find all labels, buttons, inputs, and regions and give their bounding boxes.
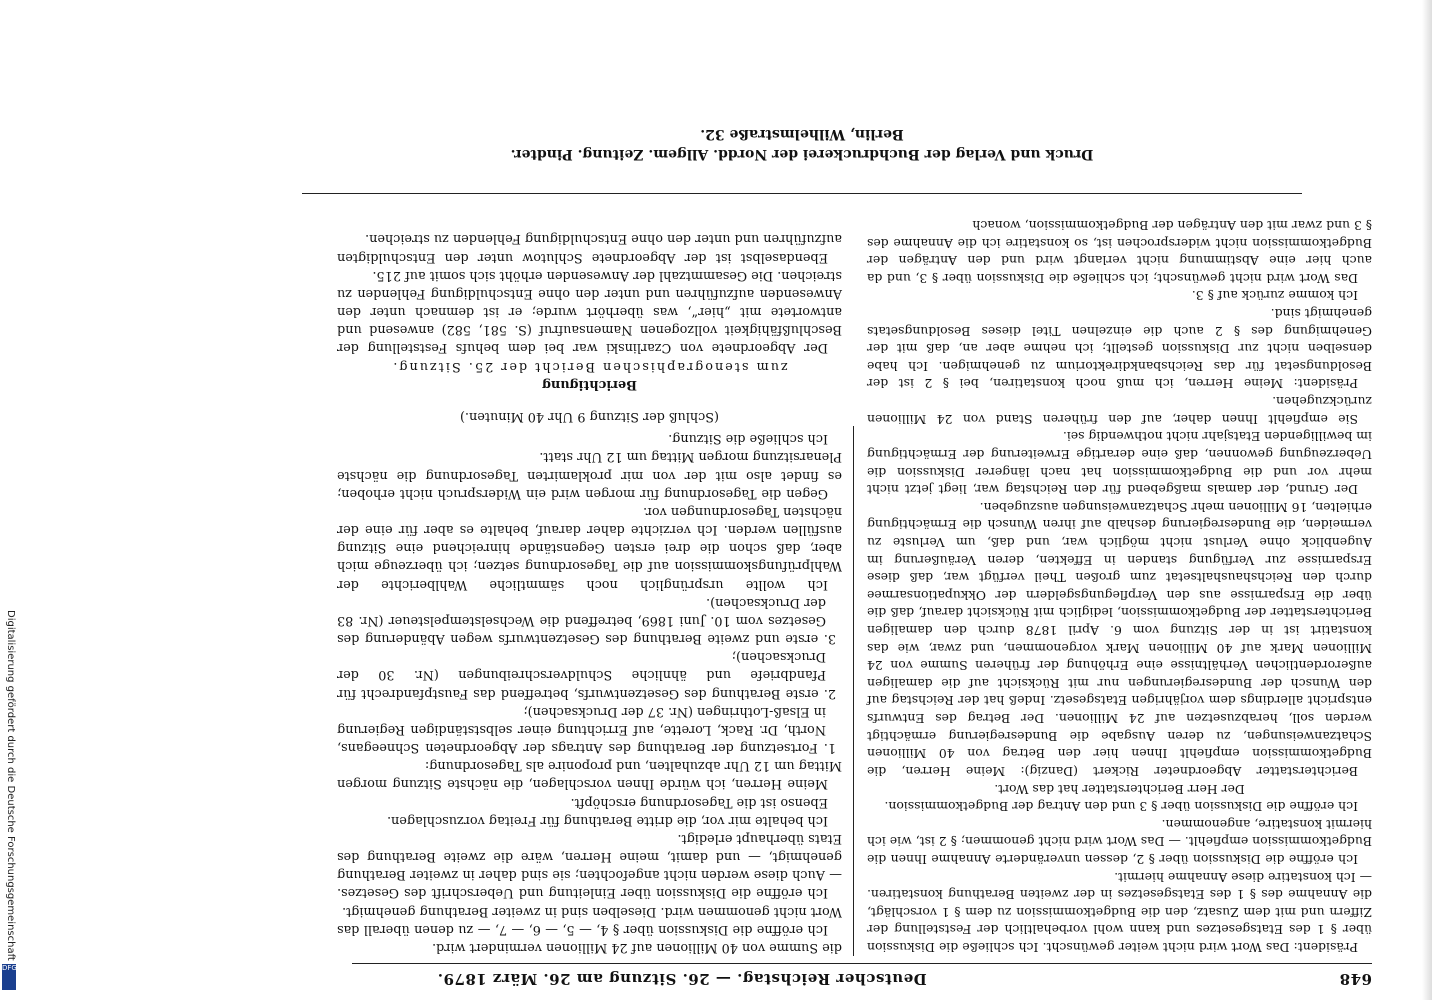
imprint-rule [302,193,1302,194]
paragraph: Der Herr Berichterstatter hat das Wort. [994,781,1245,797]
paragraph: Ich wollte ursprünglich noch sämmtliche Wahlberichte der Wahlprüfungskommission auf die Tagesordnung setzen; ich überzeuge mich aber, daß schon die drei ersten Gegenstände hinreichend eine Sitzung ausfüllen werden. Ich verzichte daher darauf, behalte es aber für eine der nächsten Tagesordnungen vor. [337,503,842,592]
paragraph: Präsident: Das Wort wird nicht weiter gewünscht. Ich schließe die Diskussion über § 1 des Etatsgesetzes und kann wohl vorbehaltlich der Feststellung der Ziffern und mit dem Zusatz, den die Budgetkommission zu dem § 1 vorschlägt, die Annahme des § 1 des Etatsgesetzes in der zweiten Berathung konstatiren. — Ich konstatire diese Annahme hiermit. [867,869,1372,955]
page-header-title: Deutscher Reichstag. — 26. Sitzung am 26. März 1879. [437,970,927,988]
closing-note: (Schluß der Sitzung 9 Uhr 40 Minuten.) [459,409,720,425]
paragraph: Gegen die Tagesordnung für morgen wird ein Widerspruch nicht erhoben; es findet also mit der von mir proklamirten Tagesordnung die nächste Plenarsitzung morgen Mittag um 12 Uhr statt. [337,449,842,501]
imprint-line-2: Berlin, Wilhelmstraße 32. [700,126,904,142]
berichtigung-title: Berichtigung [542,376,637,392]
paragraph: Berichterstatter Abgeordneter Rickert (Danzig): Meine Herren, die Budgetkommission empfiehlt Ihnen hier den Betrag von 40 Millionen Schatzanweisungen, zu deren Ausgabe die Bundesregierung ermächtigt werden soll, herabzusetzen auf 24 Millionen. Der Betrag des Entwurfs entspricht allerdings dem vorjährigen Etatsgesetz. Indeß hat der Reichstag auf den Wunsch der Bundesregierungen nur mit Rücksicht auf die damaligen außerordentlichen Verhältnisse eine Erhöhung der früheren Summe von 24 Millionen Mark auf 40 Millionen Mark vorgenommen, und zwar, wie das konstatirt ist in der Sitzung vom 6. April 1878 durch den damaligen Berichterstatter der Budgetkommission, lediglich mit Rücksicht darauf, daß die über die Ersparnisse aus den Verpflegungsgeldern der Okkupationsarmee durch den Reichshaushaltsetat zum großen Theil verfügt war, daß diese Ersparnisse zur Verfügung standen in Effekten, deren Veräußerung im Augenblick ohne Verlust nicht möglich war, und daß, um Verluste zu vermeiden, die Bundesregierung deshalb auf ihren Wunsch die Ermächtigung erhielten, 16 Millionen mehr Schatzanweisungen auszugeben. [867,499,1372,779]
header-rule [352,963,1372,964]
paragraph: Ich eröffne die Diskussion über § 3 und den Antrag der Budgetkommission. [884,799,1358,815]
paragraph: Ich eröffne die Diskussion über § 4, — 5, — 6, — 7, — zu denen überall das Wort nicht genommen wird. Dieselben sind in zweiter Berathung genehmigt. [337,903,842,937]
agenda-item: 3. erste und zweite Berathung des Gesetzentwurfs wegen Abänderung des Gesetzes vom 10. Juni 1869, betreffend die Wechselstempelsteuer (Nr. 83 der Drucksachen). [337,594,836,647]
dfg-logo-icon: DFG [2,964,16,990]
agenda-item: 1. Fortsetzung der Berathung des Antrags der Abgeordneten Schneegans, North, Dr. Rack, Lorette, auf Errichtung einer selbstständigen Regierung in Elsaß-Lothringen (Nr. 37 der Drucksachen); [337,703,836,756]
digitization-text: Digitalisierung gefördert durch die Deutsche Forschungsgemeinschaft [5,610,16,961]
paragraph: Ebendaselbst ist der Abgeordnete Schlutow unter den Entschuldigten aufzuführen und unter den ohne Entschuldigung Fehlenden zu streichen. [337,231,842,265]
paragraph: Der Grund, der damals maßgebend für den Reichstag war, liegt jetzt nicht mehr vor und die Budgetkommission hat nach längerer Diskussion die Ueberzeugung gewonnen, daß eine derartige Erweiterung der Ermächtigung im bewilligenden Etatsjahr nicht nothwendig sei. [867,429,1372,498]
paragraph: Der Abgeordnete von Czarlinski war bei dem behufs Feststellung der Beschlußfähigkeit vollzogenen Namensaufruf (S. 581, 582) anwesend und antwortete mit „hier“, was überhört wurde; er ist demnach unter den Anwesenden aufzuführen und unter den ohne Entschuldigung Fehlenden zu streichen. Die Gesammtzahl der Anwesenden erhöht sich somit auf 215. [337,267,842,356]
berichtigung-subtitle: zum stenographischen Bericht der 25. Sitzung. [391,358,788,374]
paragraph: Ich eröffne die Diskussion über Einleitung und Ueberschrift des Gesetzes. — Auch diese werden nicht angefochten; sie sind daher in zweiter Berathung genehmigt, — und damit, meine Herren, wäre die zweite Berathung des Etats überhaupt erledigt. [337,830,842,901]
paragraph: Ich schließe die Sitzung. [668,431,828,447]
right-column [337,229,842,956]
imprint-line-1: Druck und Verlag der Buchdruckerei der Nordd. Allgem. Zeitung. Pindter. [510,146,1094,162]
left-column [867,216,1372,956]
agenda-item: 2. erste Berathung des Gesetzentwurfs, betreffend das Faustpfandrecht für Pfandbriefe und ähnliche Schuldverschreibungen (Nr. 30 der Drucksachen); [337,649,836,701]
paragraph: Ebenso ist die Tagesordnung erschöpft. [570,794,828,810]
paragraph: Präsident: Meine Herren, ich muß noch konstatiren, bei § 2 ist der Besoldungsetat für das Reichsbankdirektorium zu genehmigen. Ich habe denselben nicht zur Diskussion gestellt; ich nehme aber an, daß mit der Genehmigung des § 2 auch die einzelnen Titel dieses Besoldungsetats genehmigt sind. [867,306,1372,392]
column-divider [853,426,854,956]
paragraph: Sie empfiehlt Ihnen daher, auf den früheren Stand von 24 Millionen zurückzugehen. [867,394,1372,427]
page-number: 648 [1339,970,1372,988]
paragraph: Ich komme zurück auf § 3. [1191,288,1358,304]
paragraph: Ich behalte mir vor, die dritte Berathung für Freitag vorzuschlagen. [386,812,828,828]
paragraph: Das Wort wird nicht gewünscht; ich schließe die Diskussion über § 3, und da auch hier eine Abstimmung nicht verlangt wird und den Anträgen der Budgetkommission nicht widersprochen ist, so konstatire ich die Annahme des § 3 und zwar mit den Anträgen der Budgetkommission, wonach [867,218,1372,286]
paragraph: Ich eröffne die Diskussion über § 2, dessen unveränderte Annahme Ihnen die Budgetkommission empfiehlt. — Das Wort wird nicht genommen; § 2 ist, wie ich hiermit konstatire, angenommen. [867,816,1372,867]
paragraph: die Summe von 40 Millionen auf 24 Millionen vermindert wird. [432,940,842,955]
paragraph: Meine Herren, ich würde Ihnen vorschlagen, die nächste Sitzung morgen Mittag um 12 Uhr abzuhalten, und proponire als Tagesordnung: [337,758,842,792]
digitization-note [4,610,18,990]
